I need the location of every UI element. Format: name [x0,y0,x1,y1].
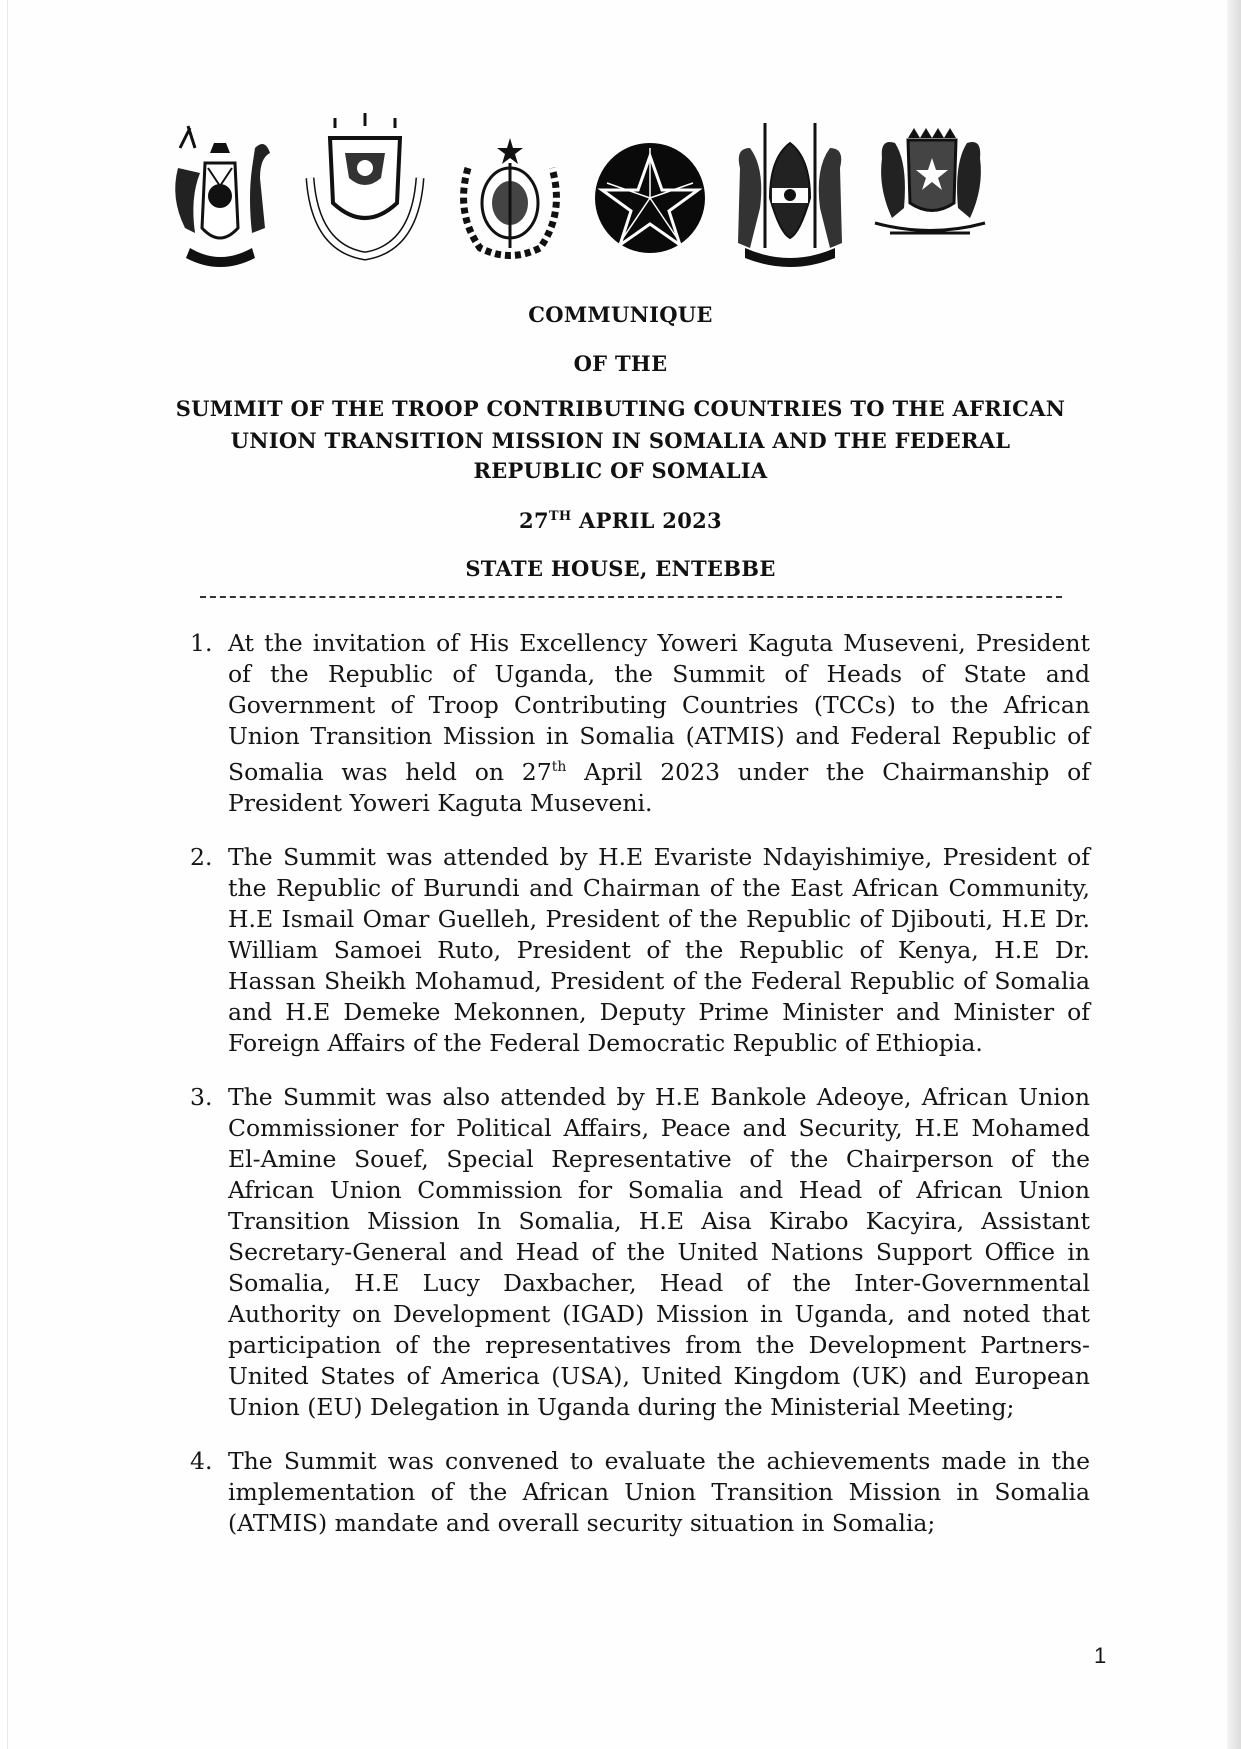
item-number: 3. [190,1082,213,1111]
communique-paragraphs [190,628,1090,1562]
item-text: The Summit was also attended by H.E Bankole Adeoye, African Union Commissioner for Political Affairs, Peace and Security, H.E Mohamed El-Amine Souef, Special Representative of the Chairperson of the African Union Commission for Somalia and Head of African Union Transition Mission In Somalia, H.E Aisa Kirabo Kacyira, Assistant Secretary-General and Head of the United Nations Support Office in Somalia, H.E Lucy Daxbacher, Head of the Inter-Governmental Authority on Development (IGAD) Mission in Uganda, and noted that participation of the representatives from the Development Partners-United States of America (USA), United Kingdom (UK) and European Union (EU) Delegation in Uganda during the Ministerial Meeting; [228,1082,1090,1421]
summit-venue: STATE HOUSE, ENTEBBE [465,556,776,581]
item-text: The Summit was attended by H.E Evariste Ndayishimiye, President of the Republic of Burundi and Chairman of the East African Community, H.E Ismail Omar Guelleh, President of the Republic of Djibouti, H.E Dr. William Samoei Ruto, President of the Republic of Kenya, H.E Dr. Hassan Sheikh Mohamud, President of the Federal Republic of Somalia and H.E Demeke Mekonnen, Deputy Prime Minister and Minister of Foreign Affairs of the Federal Democratic Republic of Ethiopia. [228,842,1090,1057]
summit-date: 27TH APRIL 2023 [519,508,722,533]
page-edge-shadow [1227,0,1241,1749]
emblems-row [150,108,1070,288]
page-number: 1 [1094,1643,1107,1668]
summit-title-line-2: UNION TRANSITION MISSION IN SOMALIA AND THE FEDERAL [230,428,1011,453]
item-number: 1. [190,629,213,657]
burundi-coat-of-arms-icon [305,108,425,278]
document-title: COMMUNIQUE [528,302,713,327]
djibouti-emblem-icon [450,108,570,278]
item-text: The Summit was convened to evaluate the achievements made in the implementation of the African Union Transition Mission in Somalia (ATMIS) mandate and overall security situation in Somalia; [228,1446,1090,1537]
item-number: 4. [190,1446,213,1475]
document-subtitle: OF THE [573,351,668,376]
uganda-coat-of-arms-icon [160,108,280,278]
dashed-divider [200,596,1062,598]
list-item [190,628,1090,819]
item-number: 2. [190,842,213,871]
list-item [190,842,1090,1059]
list-item [190,1082,1090,1423]
item-text: At the invitation of His Excellency Yoweri Kaguta Museveni, President of the Republic of Uganda, the Summit of Heads of State and Government of Troop Contributing Countries (TCCs) to the African Union Transition Mission in Somalia (ATMIS) and Federal Republic of Somalia was held on 27th April 2023 under the Chairmanship of President Yoweri Kaguta Museveni. [228,629,1091,817]
list-item [190,1446,1090,1539]
summit-title-line-3: REPUBLIC OF SOMALIA [473,458,768,483]
ethiopia-emblem-icon [590,108,710,278]
kenya-coat-of-arms-icon [730,108,850,278]
somalia-coat-of-arms-icon [870,108,990,278]
summit-title-line-1: SUMMIT OF THE TROOP CONTRIBUTING COUNTRIES TO THE AFRICAN [175,396,1066,421]
